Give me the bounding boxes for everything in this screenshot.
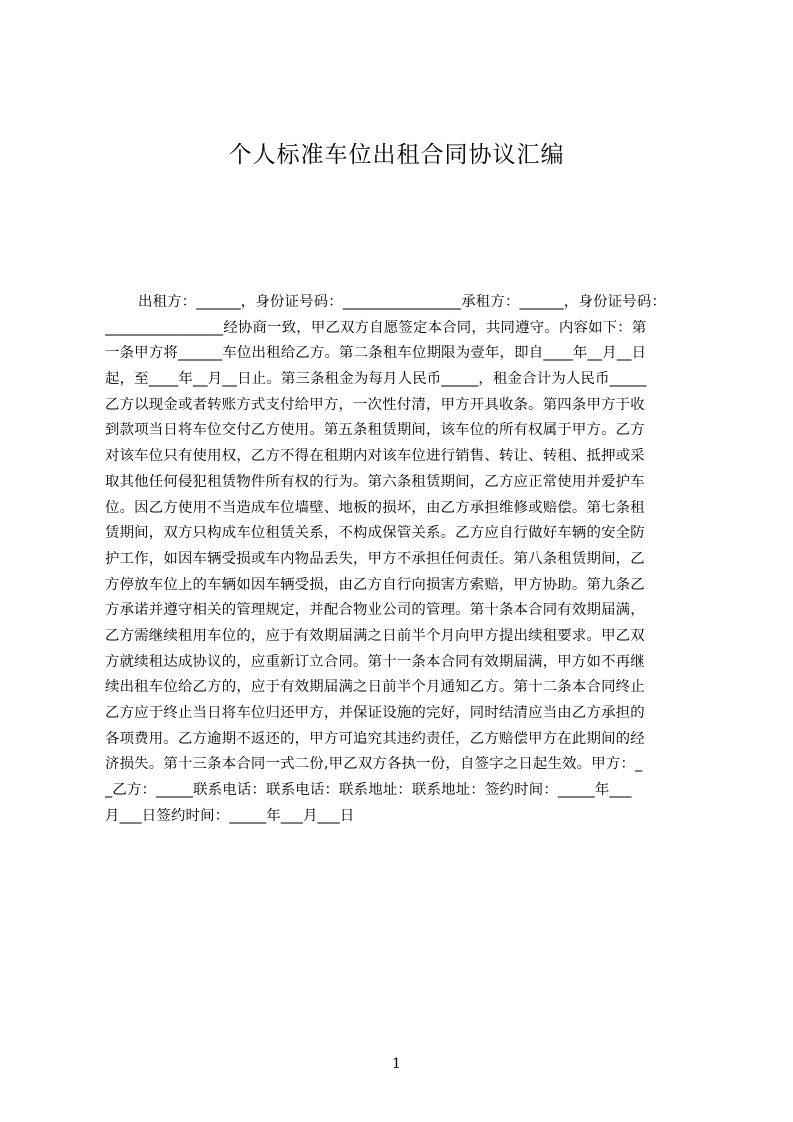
body-line: 对该车位只有使用权，乙方不得在租期内对该车位进行销售、转让、转租、抵押或采: [105, 448, 645, 465]
body-line: _乙方：_____联系电话：联系电话：联系地址：联系地址：签约时间：_____年___: [105, 782, 632, 799]
body-line: 乙方应于终止当日将车位归还甲方，并保证设施的完好，同时结清应当由乙方承担的: [105, 705, 645, 721]
page-number: 1: [392, 1056, 401, 1072]
body-line: 起，至____年__月__日止。第三条租金为每月人民币_____，租金合计为人民币_____: [105, 371, 647, 388]
document-title: 个人标准车位出租合同协议汇编: [228, 142, 565, 168]
body-line: 护工作，如因车辆受损或车内物品丢失，甲方不承担任何责任。第八条租赁期间，乙: [105, 550, 645, 567]
body-line: 方承诺并遵守相关的管理规定，并配合物业公司的管理。第十条本合同有效期届满，: [105, 602, 645, 619]
body-line: 续出租车位给乙方的，应于有效期届满之日前半个月通知乙方。第十二条本合同终止: [105, 679, 645, 696]
body-line: 月___日签约时间：_____年___月___日: [105, 807, 355, 824]
body-line: 乙方需继续租用车位的，应于有效期届满之日前半个月向甲方提出续租要求。甲乙双: [105, 627, 645, 644]
body-line: 位。因乙方使用不当造成车位墙壁、地板的损坏，由乙方承担维修或赔偿。第七条租: [105, 499, 645, 516]
body-line: ________________经协商一致，甲乙双方自愿签定本合同，共同遵守。内容如下：第: [105, 319, 647, 336]
body-line: 方停放车位上的车辆如因车辆受损，由乙方自行向损害方索赔，甲方协助。第九条乙: [105, 576, 645, 593]
body-line: 各项费用。乙方逾期不返还的，甲方可追究其违约责任，乙方赔偿甲方在此期间的经: [105, 730, 645, 747]
body-line: 到款项当日将车位交付乙方使用。第五条租赁期间，该车位的所有权属于甲方。乙方: [105, 422, 645, 439]
body-line: 一条甲方将______车位出租给乙方。第二条租车位期限为壹年，即自____年__月__日: [105, 345, 647, 362]
body-line: 出租方：______，身份证号码：________________承租方：______，身份证号码：: [138, 294, 667, 310]
body-line: 方就续租达成协议的，应重新订立合同。第十一条本合同有效期届满，甲方如不再继: [105, 653, 645, 670]
body-line: 济损失。第十三条本合同一式二份,甲乙双方各执一份，自签字之日起生效。甲方：_: [105, 756, 643, 773]
body-line: 取其他任何侵犯租赁物件所有权的行为。第六条租赁期间，乙方应正常使用并爱护车: [105, 473, 645, 490]
contract-body: [105, 290, 697, 850]
body-line: 乙方以现金或者转账方式支付给甲方，一次性付清，甲方开具收条。第四条甲方于收: [105, 396, 645, 413]
body-line: 赁期间，双方只构成车位租赁关系，不构成保管关系。乙方应自行做好车辆的安全防: [105, 525, 645, 542]
